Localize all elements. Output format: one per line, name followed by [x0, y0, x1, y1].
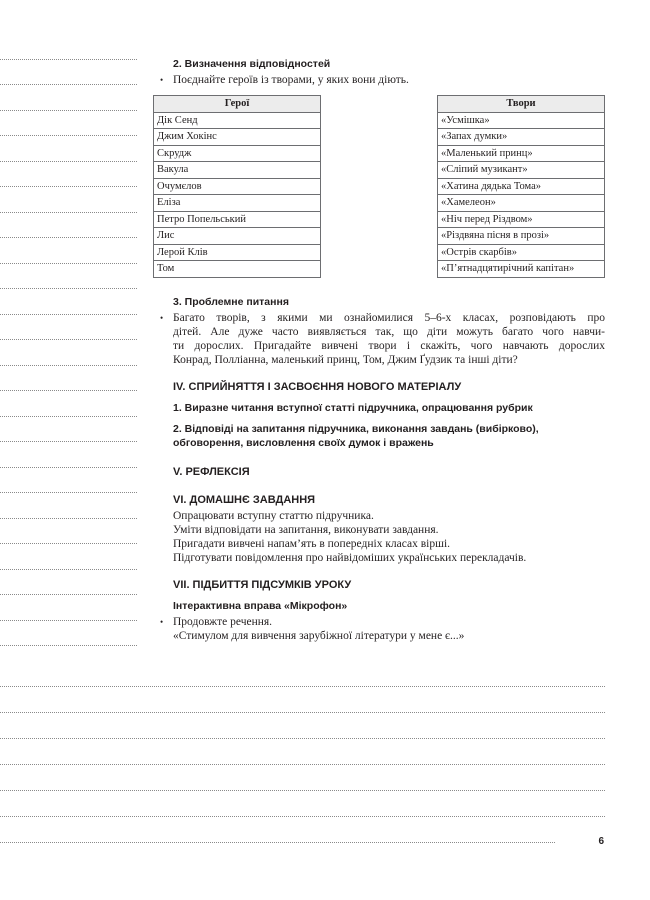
- work-row: [438, 261, 605, 278]
- section7-line: Продовжте речення.: [173, 616, 273, 628]
- dotted-line: [0, 110, 137, 111]
- dotted-line: [0, 84, 137, 85]
- work-row: [438, 112, 605, 129]
- hero-row: [154, 195, 321, 212]
- work-row-cell: «Хамелеон»: [438, 195, 605, 212]
- work-row-cell: «Острів скарбів»: [438, 244, 605, 261]
- dotted-line: [0, 816, 605, 817]
- task3-heading: 3. Проблемне питання: [173, 296, 289, 308]
- bullet-icon: •: [160, 75, 164, 85]
- work-row: [438, 195, 605, 212]
- dotted-line: [0, 416, 137, 417]
- heroes-table: [153, 95, 321, 278]
- work-row-cell: «Маленький принц»: [438, 145, 605, 162]
- section4-heading: IV. СПРИЙНЯТТЯ І ЗАСВОЄННЯ НОВОГО МАТЕРІАЛУ: [173, 381, 462, 393]
- hero-row: [154, 244, 321, 261]
- section5-heading: V. РЕФЛЕКСІЯ: [173, 466, 250, 478]
- hero-row-cell: Еліза: [154, 195, 321, 212]
- section4-item2-line: 2. Відповіді на запитання підручника, виконання завдань (вибірково),: [173, 423, 539, 435]
- hero-row: [154, 178, 321, 195]
- work-row-cell: «Сліпий музикант»: [438, 162, 605, 179]
- task2-instruction: Поєднайте героїв із творами, у яких вони діють.: [173, 74, 409, 86]
- work-row-cell: «Усмішка»: [438, 112, 605, 129]
- dotted-line: [0, 441, 137, 442]
- hero-row: [154, 129, 321, 146]
- works-table-header: Твори: [438, 96, 605, 113]
- dotted-line: [0, 212, 137, 213]
- dotted-line: [0, 314, 137, 315]
- hero-row: [154, 112, 321, 129]
- dotted-line: [0, 620, 137, 621]
- dotted-line: [0, 738, 605, 739]
- work-row: [438, 129, 605, 146]
- dotted-line: [0, 543, 137, 544]
- task2-heading: 2. Визначення відповідностей: [173, 58, 331, 70]
- dotted-line: [0, 288, 137, 289]
- section4-item1: 1. Виразне читання вступної статті підручника, опрацювання рубрик: [173, 402, 533, 414]
- dotted-line: [0, 263, 137, 264]
- hero-row-cell: Дік Сенд: [154, 112, 321, 129]
- section4-item2-line: обговорення, висловлення своїх думок і вражень: [173, 437, 434, 449]
- section6-text: [173, 509, 526, 565]
- dotted-line: [0, 59, 137, 60]
- hero-row-cell: Лерой Клів: [154, 244, 321, 261]
- work-row-cell: «П’ятнадцятирічний капітан»: [438, 261, 605, 278]
- dotted-line: [0, 645, 137, 646]
- dotted-line: [0, 237, 137, 238]
- dotted-line: [0, 712, 605, 713]
- hero-row: [154, 211, 321, 228]
- dotted-line: [0, 518, 137, 519]
- page-number: 6: [598, 836, 604, 847]
- bullet-icon: •: [160, 617, 164, 627]
- dotted-line: [0, 135, 137, 136]
- bullet-icon: •: [160, 313, 164, 323]
- hero-row-cell: Очумєлов: [154, 178, 321, 195]
- dotted-line: [0, 339, 137, 340]
- hero-row-cell: Том: [154, 261, 321, 278]
- hero-row: [154, 261, 321, 278]
- hero-row-cell: Вакула: [154, 162, 321, 179]
- hero-row-cell: Лис: [154, 228, 321, 245]
- dotted-line: [0, 842, 555, 843]
- dotted-line: [0, 186, 137, 187]
- section7-line: «Стимулом для вивчення зарубіжної літератури у мене є...»: [173, 630, 465, 642]
- homework-line: Пригадати вивчені напам’ять в попередніх класах вірші.: [173, 538, 451, 550]
- dotted-line: [0, 467, 137, 468]
- task3-text: [173, 311, 605, 367]
- work-row: [438, 211, 605, 228]
- work-row-cell: «Запах думки»: [438, 129, 605, 146]
- work-row: [438, 162, 605, 179]
- section7-heading: VII. ПІДБИТТЯ ПІДСУМКІВ УРОКУ: [173, 579, 352, 591]
- work-row-cell: «Різдвяна пісня в прозі»: [438, 228, 605, 245]
- hero-row-cell: Скрудж: [154, 145, 321, 162]
- heroes-table-header: Герої: [154, 96, 321, 113]
- section7-exercise: Інтерактивна вправа «Мікрофон»: [173, 600, 348, 612]
- homework-line: Уміти відповідати на запитання, виконувати завдання.: [173, 524, 439, 536]
- work-row: [438, 244, 605, 261]
- dotted-line: [0, 594, 137, 595]
- homework-line: Підготувати повідомлення про найвідоміших українських перекладачів.: [173, 552, 527, 564]
- dotted-line: [0, 764, 605, 765]
- dotted-line: [0, 161, 137, 162]
- section6-heading: VI. ДОМАШНЄ ЗАВДАННЯ: [173, 494, 316, 506]
- work-row-cell: «Ніч перед Різдвом»: [438, 211, 605, 228]
- task3-line: дітей. Але дуже часто виявляється так, що діти можуть багато чого навчи-: [173, 326, 605, 338]
- hero-row: [154, 162, 321, 179]
- homework-line: Опрацювати вступну статтю підручника.: [173, 510, 374, 522]
- work-row: [438, 145, 605, 162]
- dotted-line: [0, 569, 137, 570]
- dotted-line: [0, 492, 137, 493]
- hero-row-cell: Джим Хокінс: [154, 129, 321, 146]
- works-table: [437, 95, 605, 278]
- work-row: [438, 178, 605, 195]
- hero-row: [154, 145, 321, 162]
- section4-item2: [173, 422, 539, 450]
- dotted-line: [0, 686, 605, 687]
- task3-line: Конрад, Полліанна, маленький принц, Том, Джим Ґудзик та інші діти?: [173, 354, 518, 366]
- task3-line: Багато творів, з якими ми ознайомилися 5–6-х класах, розповідають про: [173, 312, 605, 324]
- work-row: [438, 228, 605, 245]
- section7-text: [173, 615, 464, 643]
- dotted-line: [0, 390, 137, 391]
- work-row-cell: «Хатина дядька Тома»: [438, 178, 605, 195]
- task3-line: ти дорослих. Пригадайте вивчені твори і скажіть, чого навчають дорослих: [173, 340, 605, 352]
- dotted-line: [0, 365, 137, 366]
- hero-row-cell: Петро Попельський: [154, 211, 321, 228]
- dotted-line: [0, 790, 605, 791]
- hero-row: [154, 228, 321, 245]
